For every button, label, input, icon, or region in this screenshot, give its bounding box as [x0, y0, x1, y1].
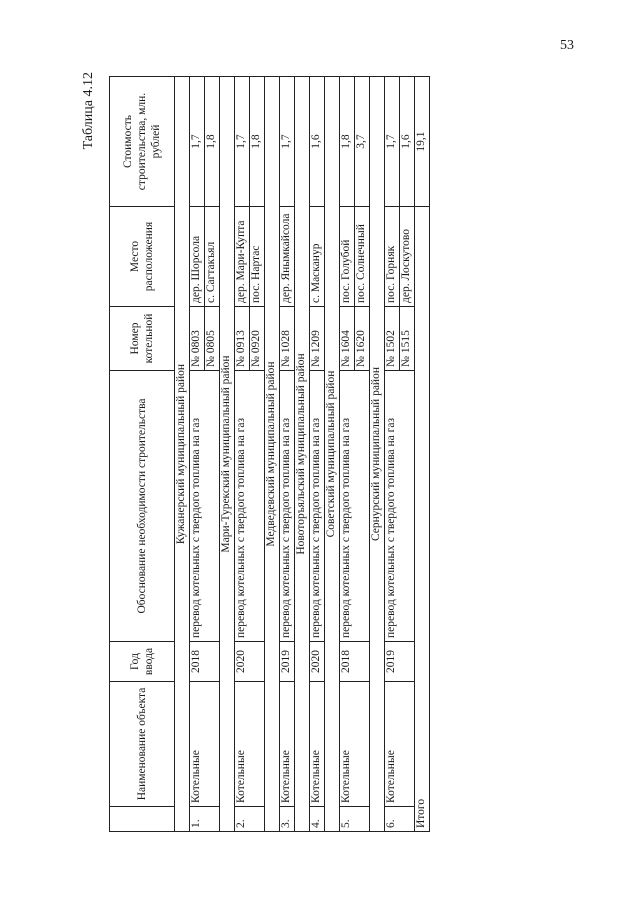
location: пос. Голубой — [340, 207, 355, 307]
location: пос. Нартас — [250, 207, 265, 307]
cost-value: 1,6 — [400, 77, 415, 207]
cost-value: 1,7 — [235, 77, 250, 207]
row-number: 5. — [340, 807, 370, 832]
location: дер. Янымкайсола — [280, 207, 295, 307]
district-row — [295, 77, 310, 832]
header-no — [110, 807, 175, 832]
table-caption: Таблица 4.12 — [81, 72, 96, 150]
boiler-number: № 1028 — [280, 307, 295, 371]
district-name: Кужанерский муниципальный район — [175, 77, 190, 832]
commission-year: 2018 — [340, 642, 370, 682]
district-name: Мари-Турекский муниципальный район — [220, 77, 235, 832]
location: пос. Солнечный — [355, 207, 370, 307]
district-row — [220, 77, 235, 832]
cost-value: 1,6 — [310, 77, 325, 207]
cost-value: 3,7 — [355, 77, 370, 207]
table-row — [340, 77, 355, 832]
justification: перевод котельных с твердого топлива на газ — [280, 371, 295, 642]
cost-value: 1,8 — [205, 77, 220, 207]
location: с. Сагтакъял — [205, 207, 220, 307]
district-name: Советский муниципальный район — [325, 77, 340, 832]
district-name: Новоторъяльский муниципальный район — [295, 77, 310, 832]
location: дер. Лоскутово — [400, 207, 415, 307]
object-name: Котельные — [340, 682, 370, 807]
table-row — [385, 77, 400, 832]
object-name: Котельные — [235, 682, 265, 807]
header-object: Наименование объекта — [110, 682, 175, 807]
boiler-number: № 1620 — [355, 307, 370, 371]
header-year: Год ввода — [110, 642, 175, 682]
row-number: 2. — [235, 807, 265, 832]
cost-value: 1,7 — [280, 77, 295, 207]
row-number: 6. — [385, 807, 415, 832]
header-location: Место расположения — [110, 207, 175, 307]
cost-value: 1,8 — [340, 77, 355, 207]
boiler-table — [109, 76, 430, 832]
boiler-number: № 1209 — [310, 307, 325, 371]
cost-value: 1,8 — [250, 77, 265, 207]
table-row — [310, 77, 325, 832]
district-row — [175, 77, 190, 832]
header-justification: Обоснование необходимости строительства — [110, 371, 175, 642]
total-cost: 19,1 — [415, 77, 430, 207]
boiler-number: № 0803 — [190, 307, 205, 371]
justification: перевод котельных с твердого топлива на газ — [385, 371, 415, 642]
object-name: Котельные — [190, 682, 220, 807]
location: пос. Горняк — [385, 207, 400, 307]
district-name: Сернурский муниципальный район — [370, 77, 385, 832]
rotated-table-block — [81, 72, 427, 832]
location: дер. Шорсола — [190, 207, 205, 307]
boiler-number: № 1604 — [340, 307, 355, 371]
object-name: Котельные — [385, 682, 415, 807]
boiler-number: № 0920 — [250, 307, 265, 371]
table-row — [280, 77, 295, 832]
location: дер. Мари-Купта — [235, 207, 250, 307]
commission-year: 2020 — [235, 642, 265, 682]
boiler-number: № 0913 — [235, 307, 250, 371]
justification: перевод котельных с твердого топлива на газ — [310, 371, 325, 642]
justification: перевод котельных с твердого топлива на газ — [235, 371, 265, 642]
table-row — [190, 77, 205, 832]
district-name: Медведевский муниципальный район — [265, 77, 280, 832]
district-row — [325, 77, 340, 832]
location: с. Масканур — [310, 207, 325, 307]
object-name: Котельные — [280, 682, 295, 807]
boiler-number: № 1515 — [400, 307, 415, 371]
total-row — [415, 77, 430, 832]
row-number: 1. — [190, 807, 220, 832]
table-body — [175, 77, 430, 832]
header-boiler-number: Номер котельной — [110, 307, 175, 371]
district-row — [370, 77, 385, 832]
justification: перевод котельных с твердого топлива на газ — [340, 371, 370, 642]
commission-year: 2020 — [310, 642, 325, 682]
row-number: 4. — [310, 807, 325, 832]
row-number: 3. — [280, 807, 295, 832]
page-number: 53 — [560, 38, 574, 53]
commission-year: 2018 — [190, 642, 220, 682]
boiler-number: № 1502 — [385, 307, 400, 371]
commission-year: 2019 — [280, 642, 295, 682]
cost-value: 1,7 — [190, 77, 205, 207]
commission-year: 2019 — [385, 642, 415, 682]
boiler-number: № 0805 — [205, 307, 220, 371]
cost-value: 1,7 — [385, 77, 400, 207]
header-cost: Стоимость строительства, млн. рублей — [110, 77, 175, 207]
object-name: Котельные — [310, 682, 325, 807]
table-header-row — [110, 77, 175, 832]
total-label: Итого — [415, 207, 430, 832]
district-row — [265, 77, 280, 832]
table-row — [235, 77, 250, 832]
justification: перевод котельных с твердого топлива на газ — [190, 371, 220, 642]
